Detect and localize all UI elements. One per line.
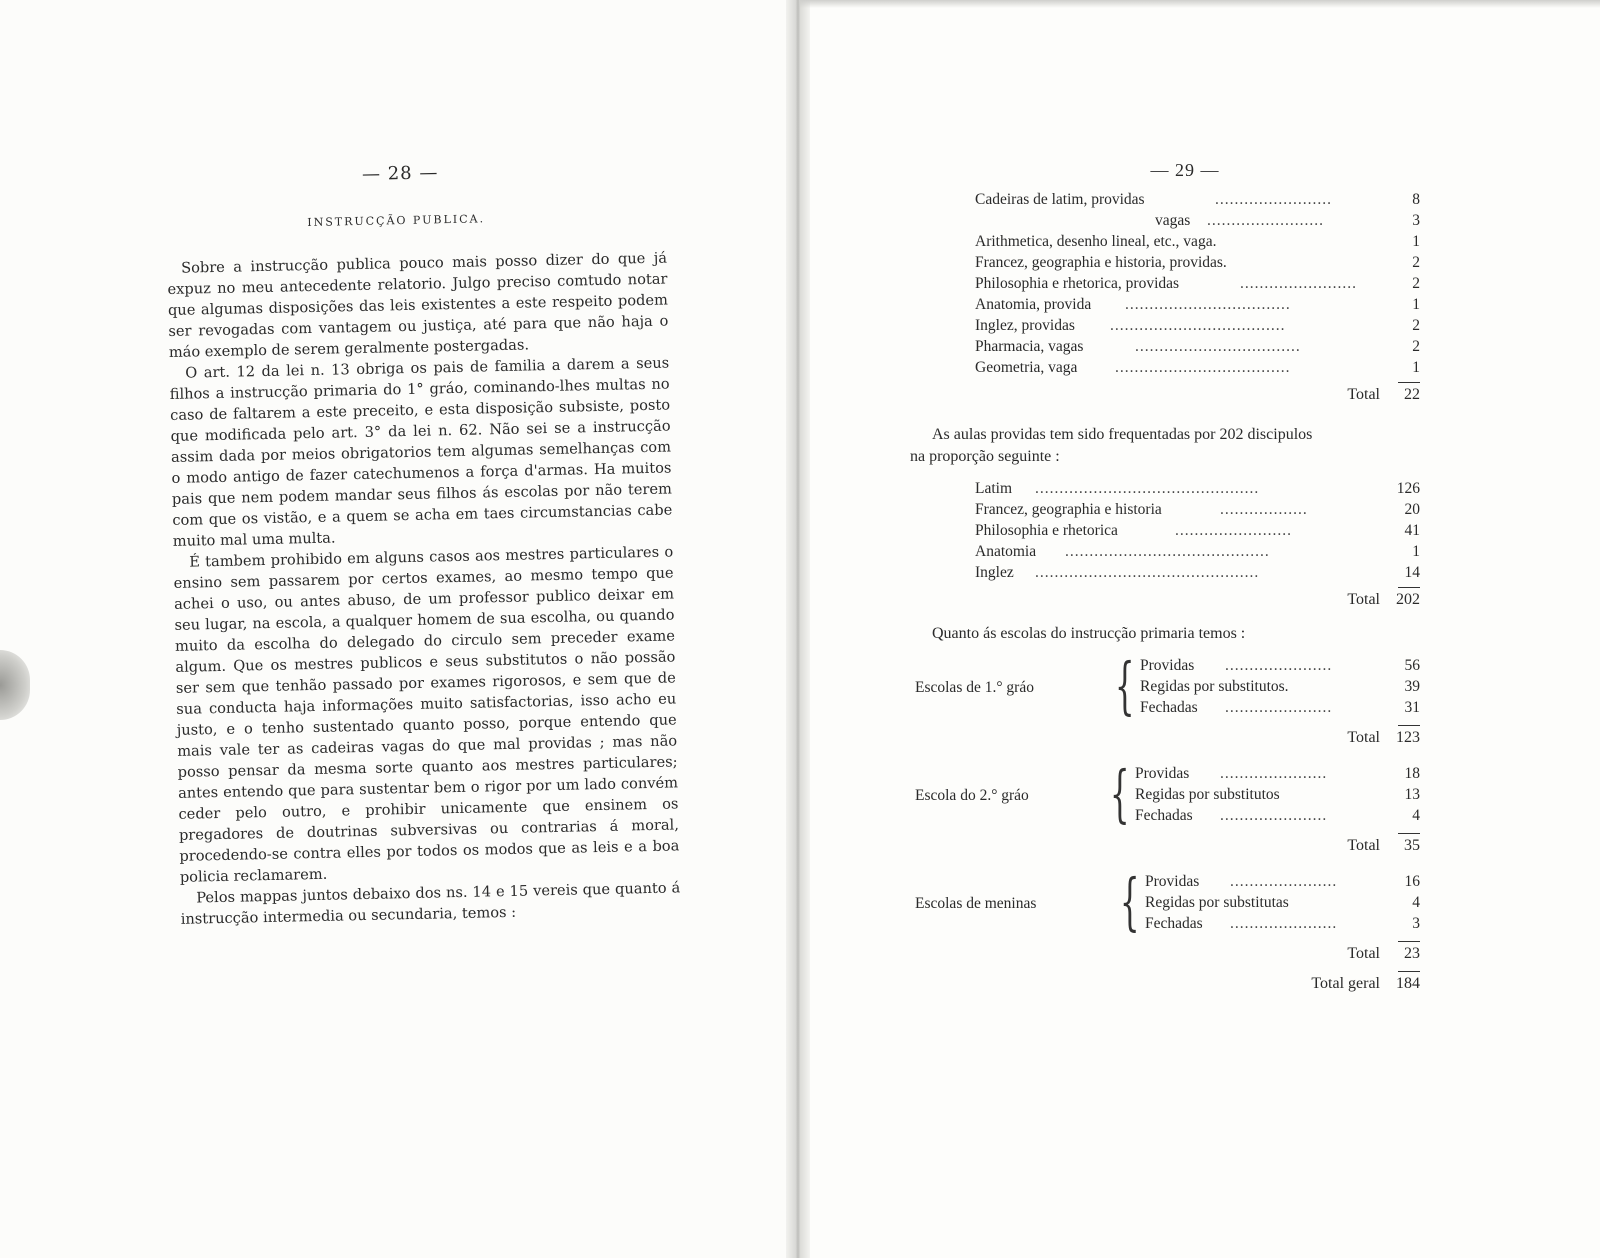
brace: { [1114, 649, 1135, 722]
table-row: Philosophia e rhetorica, providas ........................ 2 [975, 275, 1420, 292]
table-row: Regidas por substitutos 13 [1135, 786, 1420, 803]
paragraph-3: É tambem prohibido em alguns casos aos mestres particulares o ensino sem passarem por certos exames, ao mesmo tempo que achei o uso, ou antes abuso, de um professor publico deixar em seu lugar, na escola, a qualquer homem de sua escolha, ou quando muito da escolha do delegado do circulo sem preceder exame algum. Que os mestres publicos e seus substitutos o não possão ser sem que tenhão passado por exames rigorosos, e sem que de sua conducta haja informações muito satisfactorias, isso acho eu justo, e o tenho sustentado quanto posso, porque entendo que mais vale ter as cadeiras vagas do que mal providas ; mas não posso pensar da mesma sorte quanto aos mestres particulares; antes entendo que para sustentar bem o rigor por um lado convém ceder pelo outro, e prohibir unicamente que ensinem os pregadores de doutrinas subversivas ou contrarias á moral, procedendo-se contra elles por todos os modos que as leis e a boa policia reclamarem. [173, 543, 680, 886]
table-row: Inglez .............................................. 14 [975, 564, 1420, 581]
table-row: Providas ...................... 56 [1140, 657, 1420, 674]
table-row: Geometria, vaga .................................... 1 [975, 359, 1420, 376]
page-number-left: — 28 — [361, 162, 439, 185]
left-page-content [165, 158, 681, 930]
table-row: Fechadas ...................... 31 [1140, 699, 1420, 716]
escolas-1-block [915, 649, 1420, 753]
table-row: Fechadas ...................... 4 [1135, 807, 1420, 824]
table-row: Philosophia e rhetorica ........................ 41 [975, 522, 1420, 539]
total-row: Total 22 [1347, 386, 1420, 403]
table-row: Providas ...................... 18 [1135, 765, 1420, 782]
brace: { [1109, 757, 1130, 830]
table-row: Anatomia, provida .................................. 1 [975, 296, 1420, 313]
paragraph-1: Sobre a instrucção publica pouco mais posso dizer do que já expuz no meu antecedente relatorio. Julgo preciso comtudo notar que algumas disposições das leis existentes a este respeito podem ser revogadas com vantagem ou justiça, até para que não haja o máo exemplo de serem geralmente postergadas. [167, 249, 669, 361]
table-row: Inglez, providas .................................... 2 [975, 317, 1420, 334]
escolas-meninas-block [915, 865, 1420, 999]
table-row: Arithmetica, desenho lineal, etc., vaga. 1 [975, 233, 1420, 250]
right-page-content [910, 160, 1420, 999]
aulas-list [975, 480, 1420, 615]
table-row: Regidas por substitutos. 39 [1140, 678, 1420, 695]
section-title: INSTRUCÇÃO PUBLICA. [307, 212, 486, 230]
table-row: Anatomia .......................................... 1 [975, 543, 1420, 560]
table-row: Pharmacia, vagas .................................. 2 [975, 338, 1420, 355]
table-row: Providas ...................... 16 [1145, 873, 1420, 890]
page-number-right: — 29 — [1150, 160, 1220, 180]
table-row: Francez, geographia e historia .................. 20 [975, 501, 1420, 518]
escolas-meninas-group: Escolas de meninas { Providas ...................... 16 Regidas por substitutas 4 Fechadas ...................... 3 [915, 865, 1420, 938]
table-row: Fechadas ...................... 3 [1145, 915, 1420, 932]
paragraph-4: Pelos mappas juntos debaixo dos ns. 14 e 15 vereis que quanto á instrucção intermedia ou secundaria, temos : [180, 879, 681, 928]
table-row: Cadeiras de latim, providas ........................ 8 [975, 191, 1420, 208]
escolas-2-group: Escola do 2.° gráo { Providas ...................... 18 Regidas por substitutos 13 Fechadas ...................... 4 [915, 757, 1420, 830]
page-edge [800, 0, 1600, 8]
primaria-text: Quanto ás escolas do instrucção primaria temos : [932, 625, 1246, 642]
total-geral-row: Total geral 184 [1311, 975, 1420, 992]
table-row: vagas ........................ 3 [1155, 212, 1420, 229]
book-gutter [786, 0, 810, 1258]
table-row: Latim .............................................. 126 [975, 480, 1420, 497]
cadeiras-list [975, 191, 1420, 410]
total-row: Total 35 [1347, 837, 1420, 854]
total-row: Total 202 [1347, 591, 1420, 608]
table-row: Regidas por substitutas 4 [1145, 894, 1420, 911]
escolas-1-group: Escolas de 1.° gráo { Providas ...................... 56 Regidas por substitutos. 39 Fechadas ...................... 31 [915, 649, 1420, 722]
table-row: Francez, geographia e historia, providas. 2 [975, 254, 1420, 271]
escolas-2-block [915, 757, 1420, 861]
paragraph-2: O art. 12 da lei n. 13 obriga os pais de familia a darem a seus filhos a instrucção primaria do 1° gráo, cominando-lhes multas no caso de faltarem a este preceito, e esta disposição subsiste, posto que modificada pelo art. 3° da lei n. 62. Não sei se a instrucção assim dada por meios obrigatorios tem algumas semelhanças com o modo antigo de fazer catechumenos a força d'armas. Ha muitos pais que nem podem mandar seus filhos ás escolas por não terem com que os vistão, e a quem se acha em taes circumstancias cabe muito mal uma multa. [169, 354, 673, 550]
total-row: Total 23 [1347, 945, 1420, 962]
brace: { [1119, 865, 1140, 938]
total-row: Total 123 [1347, 729, 1420, 746]
aulas-text: As aulas providas tem sido frequentadas por 202 discipulos na proporção seguinte : [910, 426, 1313, 465]
